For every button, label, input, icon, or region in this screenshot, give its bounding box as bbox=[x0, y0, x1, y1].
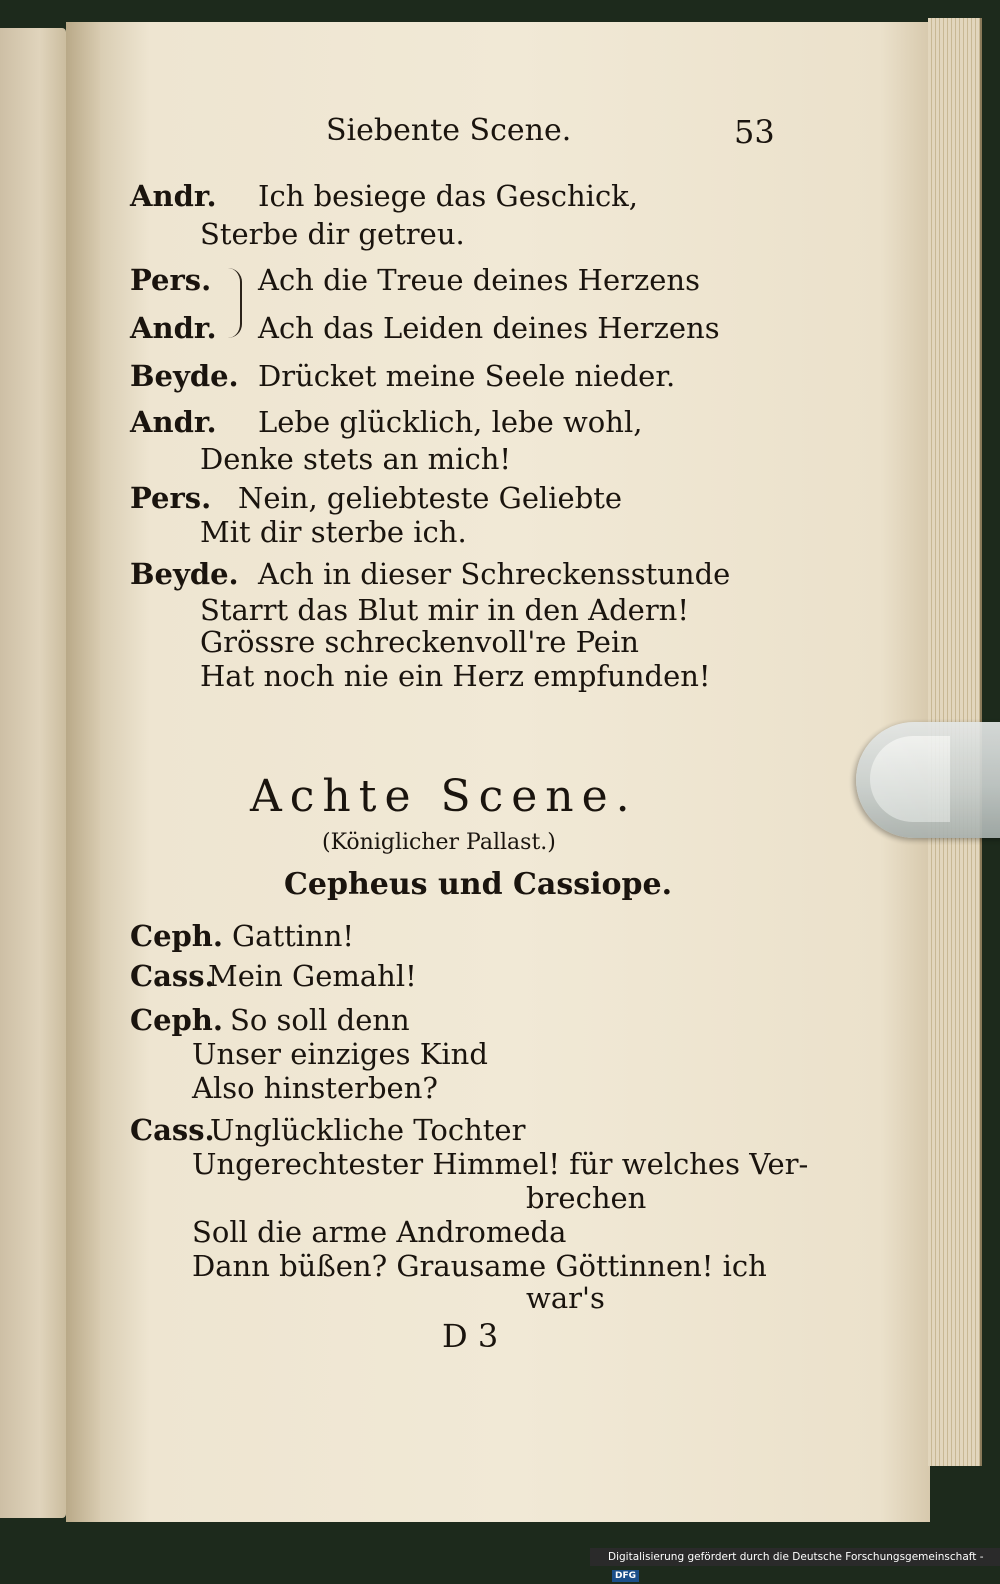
speaker: Andr. bbox=[130, 311, 217, 345]
scene-title: Achte Scene. bbox=[250, 771, 638, 822]
verse-line: Ach in dieser Schreckensstunde bbox=[258, 557, 731, 591]
verse-line: war's bbox=[526, 1281, 605, 1315]
facing-page bbox=[0, 28, 66, 1518]
speaker: Beyde. bbox=[130, 359, 239, 393]
book-gutter bbox=[66, 22, 100, 1522]
verse-line: Dann büßen? Grausame Göttinnen! ich bbox=[192, 1249, 767, 1283]
verse-line: Mein Gemahl! bbox=[208, 959, 417, 993]
verse-line: Gattinn! bbox=[232, 919, 355, 953]
verse-line: Also hinsterben? bbox=[192, 1071, 438, 1105]
speaker: Ceph. bbox=[130, 919, 223, 953]
verse-line: Drücket meine Seele nieder. bbox=[258, 359, 676, 393]
verse-line: Ich besiege das Geschick, bbox=[258, 179, 638, 213]
verse-line: Grössre schreckenvoll're Pein bbox=[200, 625, 639, 659]
stage-direction: (Königlicher Pallast.) bbox=[322, 830, 556, 855]
verse-line: Unser einziges Kind bbox=[192, 1037, 488, 1071]
verse-line: So soll denn bbox=[230, 1003, 410, 1037]
page-number: 53 bbox=[734, 113, 775, 151]
verse-line: Ach das Leiden deines Herzens bbox=[258, 311, 720, 345]
verse-line: brechen bbox=[526, 1181, 647, 1215]
speaker: Beyde. bbox=[130, 557, 239, 591]
verse-line: Ach die Treue deines Herzens bbox=[258, 263, 700, 297]
verse-line: Lebe glücklich, lebe wohl, bbox=[258, 405, 643, 439]
speaker: Andr. bbox=[130, 179, 217, 213]
speaker: Andr. bbox=[130, 405, 217, 439]
verse-line: Denke stets an mich! bbox=[200, 442, 512, 476]
verse-line: Unglückliche Tochter bbox=[210, 1113, 526, 1147]
verse-line: Mit dir sterbe ich. bbox=[200, 515, 467, 549]
verse-line: Ungerechtester Himmel! für welches Ver- bbox=[192, 1147, 809, 1181]
dramatis-personae: Cepheus und Cassiope. bbox=[284, 867, 673, 902]
speaker: Cass. bbox=[130, 1113, 215, 1147]
footer-text: Digitalisierung gefördert durch die Deutsche Forschungsgemeinschaft - bbox=[608, 1551, 984, 1563]
signature-mark: D 3 bbox=[442, 1317, 499, 1355]
verse-line: Starrt das Blut mir in den Adern! bbox=[200, 593, 690, 627]
brace-bracket bbox=[222, 268, 242, 338]
verse-line: Soll die arme Andromeda bbox=[192, 1215, 567, 1249]
speaker: Pers. bbox=[130, 263, 212, 297]
running-head: Siebente Scene. bbox=[326, 113, 572, 148]
footer-bar bbox=[590, 1548, 1000, 1581]
dfg-logo: DFG bbox=[612, 1570, 639, 1582]
speaker: Ceph. bbox=[130, 1003, 223, 1037]
verse-line: Sterbe dir getreu. bbox=[200, 217, 465, 251]
speaker: Cass. bbox=[130, 959, 215, 993]
verse-line: Nein, geliebteste Geliebte bbox=[238, 481, 623, 515]
verse-line: Hat noch nie ein Herz empfunden! bbox=[200, 659, 711, 693]
page-clip bbox=[856, 722, 1000, 838]
speaker: Pers. bbox=[130, 481, 212, 515]
